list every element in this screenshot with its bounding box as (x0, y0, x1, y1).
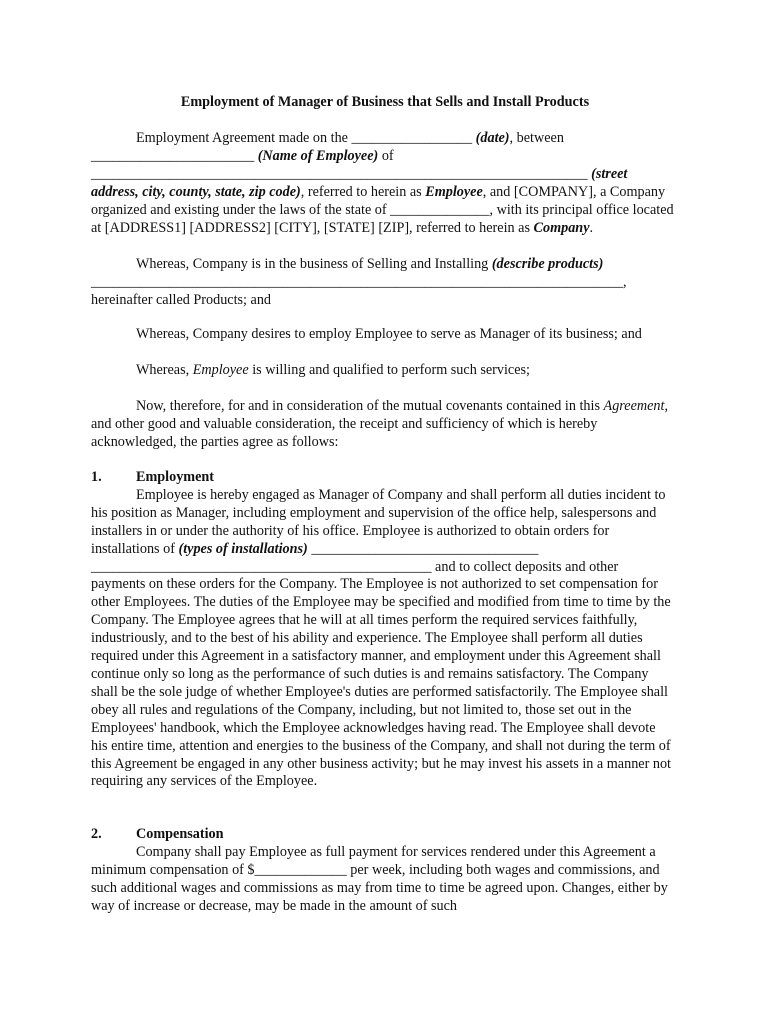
section-compensation (91, 826, 675, 916)
section-employment (91, 469, 675, 791)
company-term: Company (533, 219, 590, 236)
section-1-title: Employment (136, 469, 215, 485)
intro-text-1: Employment Agreement made on the _________________ (136, 130, 476, 146)
section-1-text-2: ________________________________ ________________________________________________ and to collect deposits and other payments on these orders for the Company. The Employee is not authorized to set compensation for other Employees. The duties of the Employee may be specified and modified from time to time by the Company. The Employee agrees that he will at all times perform the required services faithfully, industriously, and to the best of his ability and experience. The Employee shall perform all duties required under this Agreement in a satisfactory manner, and employment under this Agreement shall continue only so long as the performance of such duties is and remains satisfactory. The Company shall be the sole judge of whether Employee's duties are performed satisfactorily. The Employee shall obey all rules and regulations of the Company, including, but not limited to, those set out in the Employees' handbook, which the Employee acknowledges having read. The Employee shall devote his entire time, attention and energies to the business of the Company, and shall not during the term of this Agreement be engaged in any other business activity; but he may invest his assets in a manner not requiring any services of the Employee. (91, 540, 671, 790)
section-1-number: 1. (91, 469, 102, 485)
now-text-1: Now, therefore, for and in consideration of the mutual covenants contained in this (136, 398, 604, 414)
intro-text-5: , and [COMPANY], a Company organized and existing under the laws of the state of ______________, with its principal office located at [ADDRESS1] [ADDRESS2] [CITY], [STATE] [ZIP], referred to herein as (91, 183, 674, 236)
section-2-title: Compensation (136, 826, 224, 842)
whereas3-text-1: Whereas, (136, 362, 193, 378)
section-2-number: 2. (91, 826, 102, 842)
now-text-2: , and other good and valuable consideration, the receipt and sufficiency of which is hereby acknowledged, the parties agree as follows: (91, 398, 669, 450)
intro-paragraph (91, 130, 675, 237)
section-1-heading (91, 469, 675, 487)
section-1-text-1: Employee is hereby engaged as Manager of Company and shall perform all duties incident to his position as Manager, including employment and supervision of the office help, salespersons and installers in or under the authority of his office. Employee is authorized to obtain orders for installations of (91, 486, 666, 557)
whereas2-text: Whereas, Company desires to employ Employee to serve as Manager of its business; and (136, 326, 642, 342)
now-therefore-paragraph (91, 398, 675, 452)
agreement-italic: Agreement (603, 398, 665, 414)
whereas1-text-2: ___________________________________________________________________________, hereinafter called Products; and (91, 273, 627, 308)
intro-text-3: of ______________________________________________________________________ (91, 147, 592, 182)
employee-italic: Employee (192, 362, 249, 378)
employee-name-placeholder: (Name of Employee) (257, 147, 379, 164)
whereas-employ-paragraph (91, 326, 675, 344)
address-placeholder: (street address, city, county, state, zip code) (91, 165, 628, 200)
whereas-products-paragraph (91, 256, 675, 310)
section-2-heading (91, 826, 675, 844)
intro-text-6: . (589, 219, 594, 236)
date-placeholder: (date) (475, 130, 510, 146)
intro-text-4: , referred to herein as (300, 183, 426, 200)
installations-placeholder: (types of installations) (178, 540, 308, 557)
whereas1-text-1: Whereas, Company is in the business of Selling and Installing (136, 256, 492, 272)
whereas-willing-paragraph (91, 362, 675, 380)
employee-term: Employee (425, 183, 483, 200)
intro-text-2: , between _______________________ (91, 130, 564, 164)
whereas3-text-2: is willing and qualified to perform such services; (248, 362, 530, 378)
products-placeholder: (describe products) (491, 256, 604, 272)
document-title: Employment of Manager of Business that Sells and Install Products (180, 94, 590, 110)
section-2-text: Company shall pay Employee as full payment for services rendered under this Agreement a minimum compensation of $_____________ per week, including both wages and commissions, and such additional wages and commissions as may from time to time be agreed upon. Changes, either by way of increase or decrease, may be made in the amount of such (91, 843, 668, 914)
